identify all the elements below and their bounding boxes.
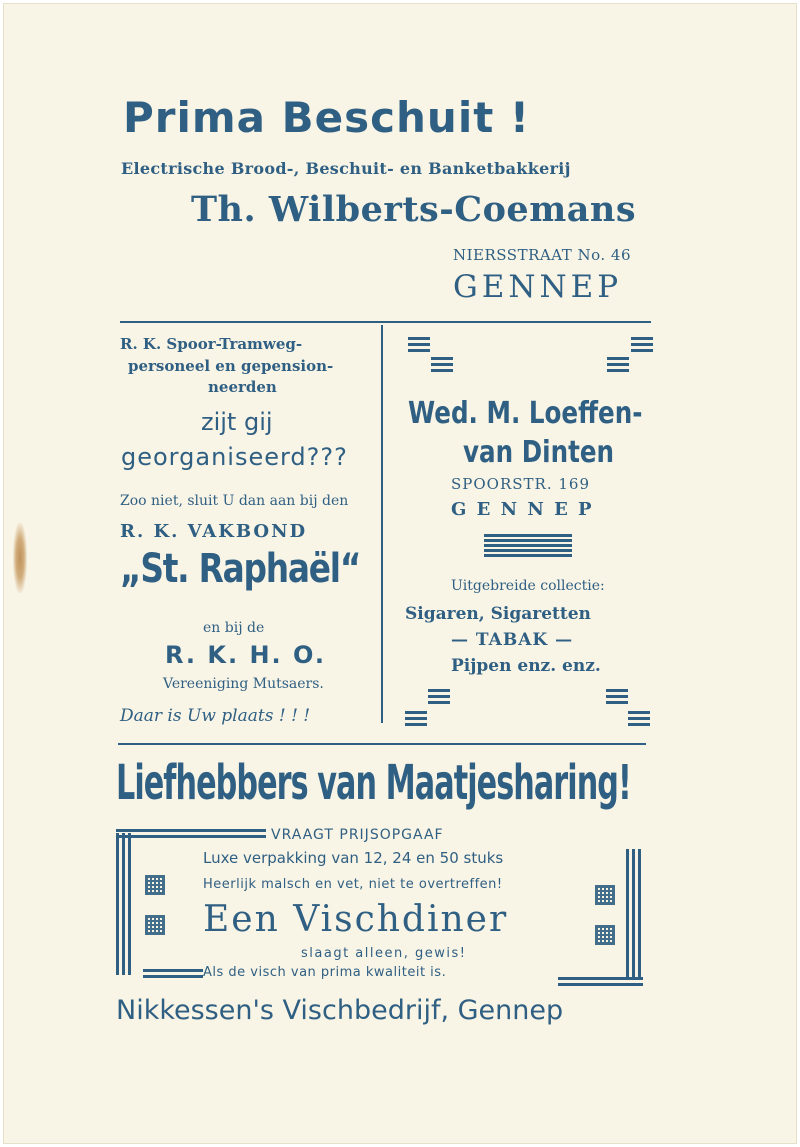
frame-right-bar-3 xyxy=(638,849,641,979)
herring-praise: Heerlijk malsch en vet, niet te overtreffen! xyxy=(203,877,503,892)
magazine-page xyxy=(3,3,797,1144)
union-script2: georganiseerd??? xyxy=(121,443,348,471)
ornament-grid-left-1 xyxy=(145,875,165,895)
ornament-grid-right-1 xyxy=(595,885,615,905)
frame-right-bar-1 xyxy=(626,849,629,979)
union-assoc: Vereeniging Mutsaers. xyxy=(163,676,324,692)
union-line1: R. K. Spoor-Tramweg- xyxy=(120,335,303,353)
divider-top xyxy=(120,321,651,323)
corner-ornament-bottom-right-lower xyxy=(628,711,650,726)
union-script1: zijt gij xyxy=(201,408,273,436)
ornament-grid-right-2 xyxy=(595,925,615,945)
divider-middle xyxy=(118,743,646,745)
bakery-name: Th. Wilberts-Coemans xyxy=(191,189,637,230)
union-rkho: R. K. H. O. xyxy=(165,641,327,669)
paper-stain xyxy=(13,523,27,593)
frame-right-bar-2 xyxy=(632,849,635,979)
corner-ornament-top-right-lower xyxy=(607,357,631,372)
tobacco-items2: — TABAK — xyxy=(451,630,574,650)
corner-ornament-bottom-right xyxy=(606,689,628,704)
bakery-headline: Prima Beschuit ! xyxy=(123,93,531,142)
union-line3: neerden xyxy=(208,378,277,396)
union-invite: Zoo niet, sluit U dan aan bij den xyxy=(120,493,349,509)
corner-ornament-top-left xyxy=(408,337,432,352)
union-vakbond: R. K. VAKBOND xyxy=(120,521,308,542)
union-saint: „St. Raphaël“ xyxy=(120,546,361,592)
tobacco-address: SPOORSTR. 169 xyxy=(451,475,590,493)
herring-company: Nikkessen's Vischbedrijf, Gennep xyxy=(116,995,564,1026)
union-line2: personeel en gepension- xyxy=(128,357,334,375)
tobacco-town: G E N N E P xyxy=(451,499,594,520)
frame-top-lines xyxy=(116,829,266,838)
herring-condition: Als de visch van prima kwaliteit is. xyxy=(203,965,447,980)
tobacco-items1: Sigaren, Sigaretten xyxy=(405,604,591,624)
tobacco-collection: Uitgebreide collectie: xyxy=(451,578,605,594)
union-closing: Daar is Uw plaats ! ! ! xyxy=(120,706,311,726)
tobacco-name1: Wed. M. Loeffen- xyxy=(408,396,643,431)
ornament-grid-left-2 xyxy=(145,915,165,935)
tobacco-name2: van Dinten xyxy=(463,435,615,470)
union-and: en bij de xyxy=(203,620,265,636)
frame-bottom-right-lines xyxy=(558,977,643,986)
frame-left-bar-1 xyxy=(116,833,119,975)
frame-left-bar-2 xyxy=(122,833,125,975)
herring-succeeds: slaagt alleen, gewis! xyxy=(301,946,467,961)
frame-left-bar-3 xyxy=(128,833,131,975)
herring-dinner: Een Vischdiner xyxy=(203,899,509,940)
frame-bottom-left-lines xyxy=(143,969,203,978)
herring-packaging: Luxe verpakking van 12, 24 en 50 stuks xyxy=(203,849,504,867)
corner-ornament-bottom-left-lower xyxy=(405,711,427,726)
herring-headline: Liefhebbers van Maatjesharing! xyxy=(116,755,631,811)
column-divider xyxy=(381,325,383,723)
corner-ornament-top-right xyxy=(631,337,655,352)
tobacco-items3: Pijpen enz. enz. xyxy=(451,656,601,676)
bakery-address: NIERSSTRAAT No. 46 xyxy=(453,246,632,264)
herring-ask: VRAAGT PRIJSOPGAAF xyxy=(271,827,444,843)
bakery-town: GENNEP xyxy=(453,269,623,305)
corner-ornament-bottom-left xyxy=(428,689,450,704)
bakery-subline: Electrische Brood-, Beschuit- en Banketbakkerij xyxy=(121,159,571,178)
tobacco-rule-ornament xyxy=(484,534,572,557)
corner-ornament-top-left-lower xyxy=(431,357,455,372)
